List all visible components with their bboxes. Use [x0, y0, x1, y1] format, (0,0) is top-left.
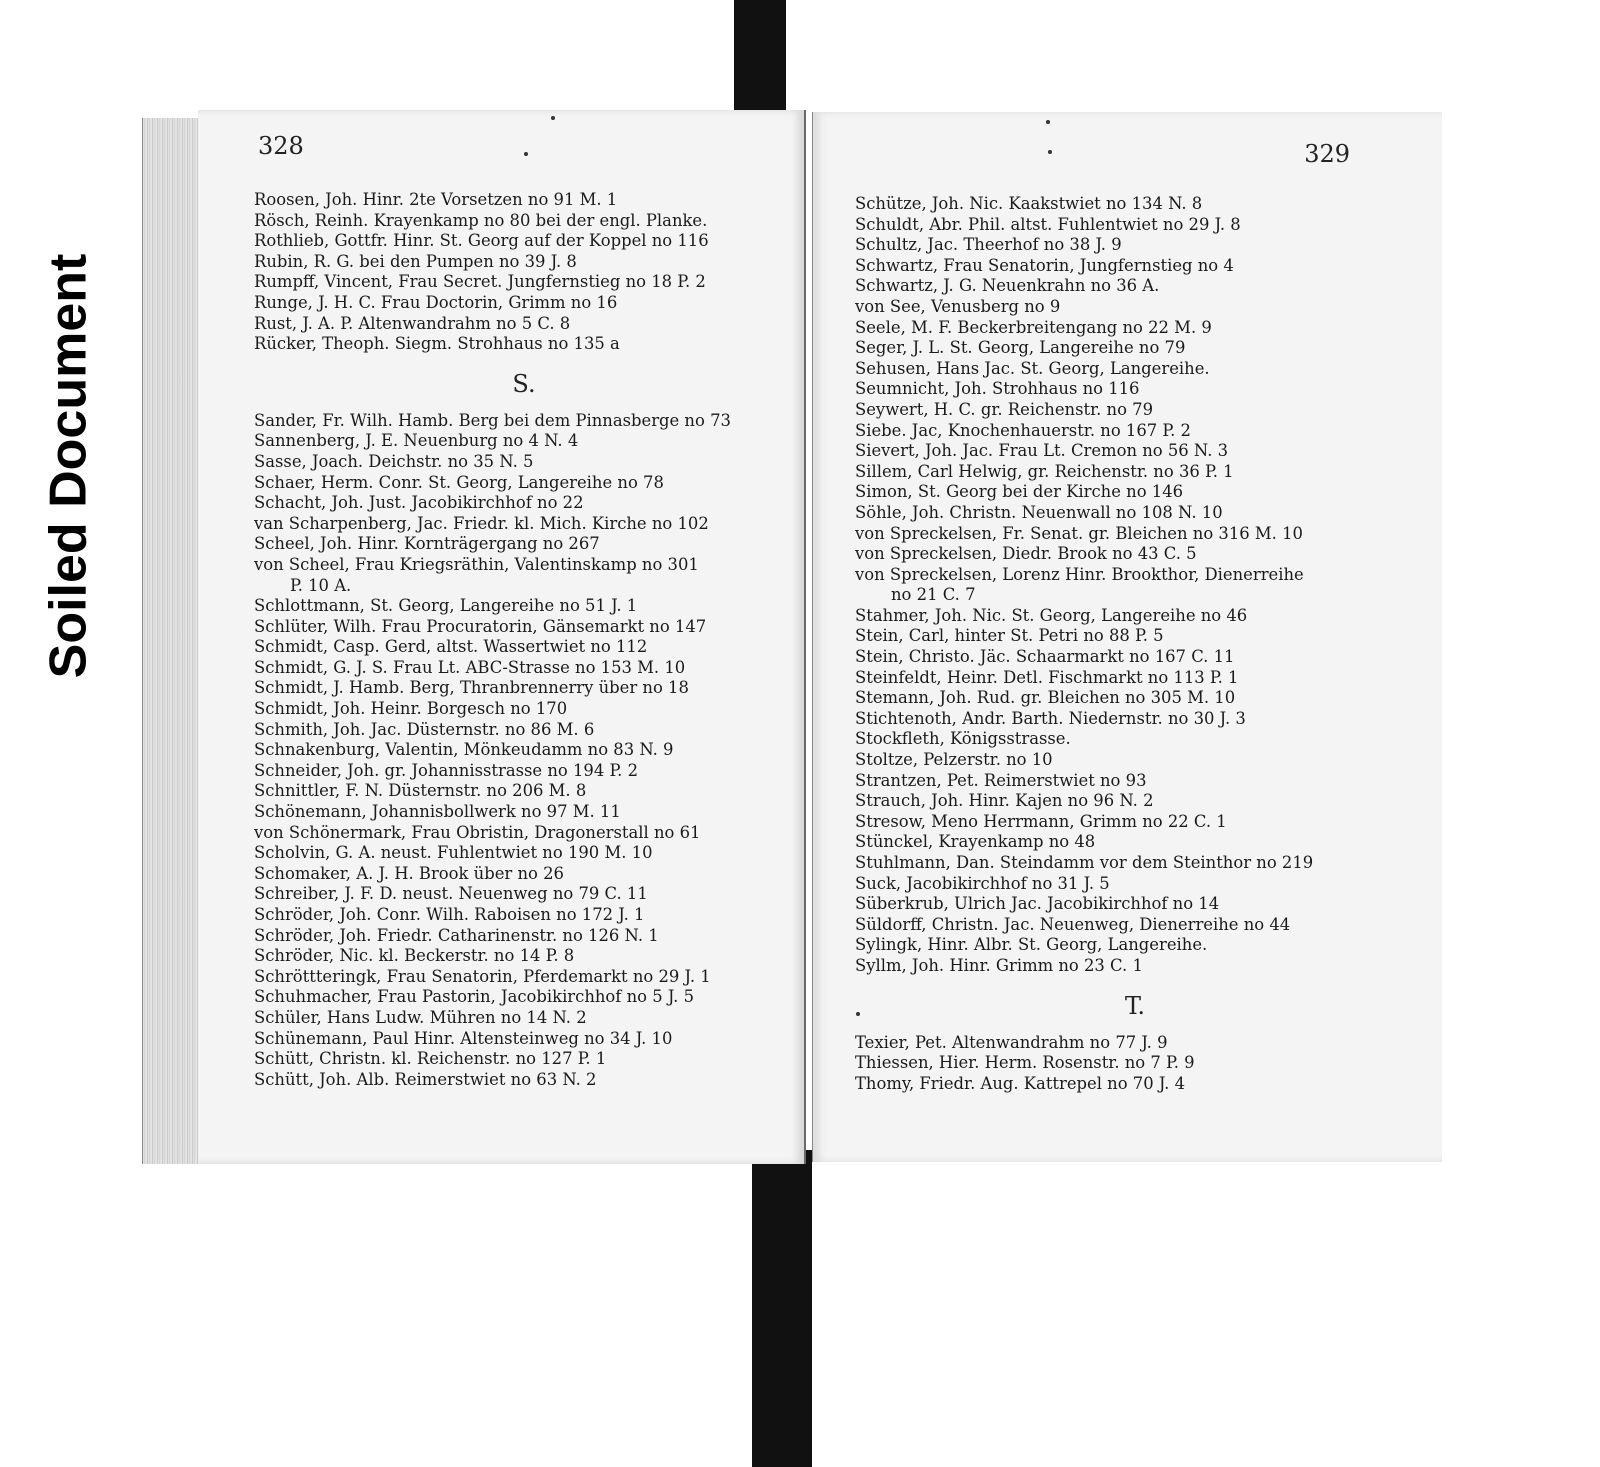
entry-text: Sannenberg, J. E. Neuenburg no 4 N. 4	[254, 431, 579, 451]
directory-entry	[855, 256, 1415, 277]
entry-text: Schwartz, Frau Senatorin, Jungfernstieg no 4	[855, 255, 1234, 275]
directory-entry	[254, 334, 794, 355]
entry-text: Strantzen, Pet. Reimerstwiet no 93	[855, 770, 1147, 790]
entry-text: Schönemann, Johannisbollwerk no 97 M. 11	[254, 802, 621, 822]
directory-entry	[855, 462, 1415, 483]
entry-text: Stockfleth, Königsstrasse.	[855, 729, 1071, 749]
entry-text: Syllm, Joh. Hinr. Grimm no 23 C. 1	[855, 955, 1143, 975]
directory-entry	[254, 884, 794, 905]
left-entries-r	[254, 190, 794, 355]
speck	[856, 1012, 860, 1016]
entry-text: Rumpff, Vincent, Frau Secret. Jungfernstieg no 18 P. 2	[254, 272, 706, 292]
directory-entry	[855, 626, 1415, 647]
entry-text: Schüler, Hans Ludw. Mühren no 14 N. 2	[254, 1007, 587, 1027]
binding-strip-top	[734, 0, 786, 118]
entry-text: Schmith, Joh. Jac. Düsternstr. no 86 M. 6	[254, 719, 595, 739]
directory-entry	[254, 231, 794, 252]
directory-entry	[855, 215, 1415, 236]
left-entries-s	[254, 411, 794, 1091]
entry-text: Steinfeldt, Heinr. Detl. Fischmarkt no 113 P. 1	[855, 667, 1239, 687]
entry-text: von See, Venusberg no 9	[855, 296, 1061, 316]
directory-entry	[254, 411, 794, 432]
entry-text: Sehusen, Hans Jac. St. Georg, Langereihe.	[855, 358, 1210, 378]
entry-text: Schomaker, A. J. H. Brook über no 26	[254, 863, 564, 883]
entry-text: Schneider, Joh. gr. Johannisstrasse no 194 P. 2	[254, 760, 639, 780]
directory-entry	[254, 637, 794, 658]
entry-text: Rubin, R. G. bei den Pumpen no 39 J. 8	[254, 251, 577, 271]
entry-text: Stünckel, Krayenkamp no 48	[855, 832, 1096, 852]
directory-entry	[855, 688, 1415, 709]
directory-entry	[855, 482, 1415, 503]
directory-entry	[855, 565, 1415, 606]
directory-entry	[254, 720, 794, 741]
entry-text: van Scharpenberg, Jac. Friedr. kl. Mich. Kirche no 102	[254, 513, 709, 533]
entry-text: Schlüter, Wilh. Frau Procuratorin, Gänsemarkt no 147	[254, 616, 707, 636]
entry-text: von Spreckelsen, Diedr. Brook no 43 C. 5	[855, 544, 1197, 564]
speck	[1046, 120, 1050, 124]
page-edges	[142, 118, 203, 1164]
entry-text: Schnittler, F. N. Düsternstr. no 206 M. 8	[254, 781, 587, 801]
directory-entry	[254, 905, 794, 926]
directory-entry	[855, 441, 1415, 462]
directory-entry	[855, 359, 1415, 380]
entry-text: Siebe. Jac, Knochenhauerstr. no 167 P. 2	[855, 420, 1191, 440]
directory-entry	[254, 823, 794, 844]
directory-entry	[254, 678, 794, 699]
entry-text: Rücker, Theoph. Siegm. Strohhaus no 135 a	[254, 334, 620, 354]
entry-text: Suck, Jacobikirchhof no 31 J. 5	[855, 873, 1110, 893]
right-entries-s	[855, 194, 1415, 977]
entry-text: von Schönermark, Frau Obristin, Dragonerstall no 61	[254, 822, 701, 842]
entry-text: Schuldt, Abr. Phil. altst. Fuhlentwiet no 29 J. 8	[855, 214, 1241, 234]
directory-entry	[254, 534, 794, 555]
entry-text: Stein, Christo. Jäc. Schaarmarkt no 167 C. 11	[855, 647, 1235, 667]
entry-text: Schütt, Joh. Alb. Reimerstwiet no 63 N. 2	[254, 1069, 597, 1089]
directory-entry	[254, 1029, 794, 1050]
directory-entry	[855, 544, 1415, 565]
directory-entry	[254, 514, 794, 535]
directory-entry	[855, 338, 1415, 359]
entry-text: Schütt, Christn. kl. Reichenstr. no 127 P. 1	[254, 1049, 607, 1069]
right-page	[812, 112, 1442, 1162]
directory-entry	[254, 699, 794, 720]
entry-text: Scheel, Joh. Hinr. Kornträgergang no 267	[254, 534, 600, 554]
directory-entry	[254, 314, 794, 335]
directory-entry	[254, 1008, 794, 1029]
directory-entry	[254, 1049, 794, 1070]
entry-text: Seele, M. F. Beckerbreitengang no 22 M. 9	[855, 317, 1212, 337]
directory-entry	[254, 946, 794, 967]
entry-text: Sylingk, Hinr. Albr. St. Georg, Langereihe.	[855, 935, 1208, 955]
speck	[524, 152, 528, 156]
entry-text: Seumnicht, Joh. Strohhaus no 116	[855, 379, 1140, 399]
entry-text: Schmidt, Casp. Gerd, altst. Wassertwiet no 112	[254, 637, 648, 657]
directory-entry	[254, 843, 794, 864]
directory-entry	[855, 1033, 1415, 1054]
entry-text: Roosen, Joh. Hinr. 2te Vorsetzen no 91 M. 1	[254, 190, 618, 209]
left-entry-list	[254, 190, 794, 1090]
directory-entry	[855, 935, 1415, 956]
entry-text: Süberkrub, Ulrich Jac. Jacobikirchhof no 14	[855, 894, 1220, 914]
directory-entry	[254, 211, 794, 232]
entry-text: Schacht, Joh. Just. Jacobikirchhof no 22	[254, 493, 584, 513]
entry-text: Rust, J. A. P. Altenwandrahm no 5 C. 8	[254, 313, 571, 333]
entry-text: Schwartz, J. G. Neuenkrahn no 36 A.	[855, 276, 1160, 296]
directory-entry	[254, 452, 794, 473]
directory-entry	[855, 524, 1415, 545]
directory-entry	[855, 668, 1415, 689]
left-page	[198, 110, 806, 1164]
entry-text: Schünemann, Paul Hinr. Altensteinweg no 34 J. 10	[254, 1028, 673, 1048]
directory-entry	[254, 473, 794, 494]
section-letter-t: T.	[1124, 991, 1146, 1020]
entry-text: Schmidt, Joh. Heinr. Borgesch no 170	[254, 699, 568, 719]
directory-entry	[855, 318, 1415, 339]
entry-continuation: P. 10 A.	[290, 575, 352, 595]
directory-entry	[855, 647, 1415, 668]
directory-entry	[254, 252, 794, 273]
entry-text: Schütze, Joh. Nic. Kaakstwiet no 134 N. 8	[855, 194, 1203, 213]
directory-entry	[855, 421, 1415, 442]
entry-text: Stahmer, Joh. Nic. St. Georg, Langereihe no 46	[855, 605, 1248, 625]
directory-entry	[254, 596, 794, 617]
directory-entry	[855, 276, 1415, 297]
entry-text: von Spreckelsen, Fr. Senat. gr. Bleichen no 316 M. 10	[855, 523, 1303, 543]
directory-entry	[855, 606, 1415, 627]
entry-text: Süldorff, Christn. Jac. Neuenweg, Dienerreihe no 44	[855, 914, 1291, 934]
directory-entry	[254, 967, 794, 988]
entry-text: von Scheel, Frau Kriegsräthin, Valentinskamp no 301	[254, 554, 699, 574]
directory-entry	[254, 740, 794, 761]
entry-text: Stoltze, Pelzerstr. no 10	[855, 750, 1053, 770]
directory-entry	[855, 503, 1415, 524]
entry-text: Schröttteringk, Frau Senatorin, Pferdemarkt no 29 J. 1	[254, 966, 711, 986]
entry-text: Stuhlmann, Dan. Steindamm vor dem Steinthor no 219	[855, 853, 1314, 872]
right-entries-t	[855, 1033, 1415, 1095]
entry-text: Schnakenburg, Valentin, Mönkeudamm no 83 N. 9	[254, 740, 674, 760]
directory-entry	[855, 894, 1415, 915]
directory-entry	[254, 761, 794, 782]
entry-text: Simon, St. Georg bei der Kirche no 146	[855, 482, 1184, 502]
entry-text: Rösch, Reinh. Krayenkamp no 80 bei der engl. Planke.	[254, 210, 708, 230]
directory-entry	[254, 493, 794, 514]
directory-entry	[855, 729, 1415, 750]
directory-entry	[855, 400, 1415, 421]
entry-text: Seywert, H. C. gr. Reichenstr. no 79	[855, 399, 1154, 419]
entry-text: Sander, Fr. Wilh. Hamb. Berg bei dem Pinnasberge no 73	[254, 410, 731, 430]
directory-entry	[855, 832, 1415, 853]
entry-text: Thomy, Friedr. Aug. Kattrepel no 70 J. 4	[855, 1073, 1186, 1093]
entry-text: Sievert, Joh. Jac. Frau Lt. Cremon no 56 N. 3	[855, 441, 1229, 461]
entry-text: Schuhmacher, Frau Pastorin, Jacobikirchhof no 5 J. 5	[254, 987, 695, 1007]
directory-entry	[254, 987, 794, 1008]
entry-text: Schmidt, G. J. S. Frau Lt. ABC-Strasse no 153 M. 10	[254, 657, 686, 677]
directory-entry	[855, 709, 1415, 730]
section-letter-s: S.	[512, 369, 536, 398]
entry-text: Stemann, Joh. Rud. gr. Bleichen no 305 M. 10	[855, 688, 1236, 708]
entry-text: von Spreckelsen, Lorenz Hinr. Brookthor, Dienerreihe	[855, 564, 1304, 584]
side-label-text: Soiled Document	[39, 253, 97, 679]
entry-text: Schaer, Herm. Conr. St. Georg, Langereihe no 78	[254, 472, 664, 492]
directory-entry	[855, 235, 1415, 256]
entry-text: Söhle, Joh. Christn. Neuenwall no 108 N. 10	[855, 502, 1223, 522]
directory-entry	[254, 431, 794, 452]
entry-text: Rothlieb, Gottfr. Hinr. St. Georg auf der Koppel no 116	[254, 231, 709, 251]
directory-entry	[254, 190, 794, 211]
entry-text: Texier, Pet. Altenwandrahm no 77 J. 9	[855, 1032, 1168, 1052]
entry-text: Schröder, Joh. Conr. Wilh. Raboisen no 172 J. 1	[254, 905, 645, 924]
entry-text: Stresow, Meno Herrmann, Grimm no 22 C. 1	[855, 811, 1227, 831]
directory-entry	[855, 750, 1415, 771]
entry-text: Schmidt, J. Hamb. Berg, Thranbrennerry über no 18	[254, 678, 689, 698]
directory-entry	[855, 791, 1415, 812]
directory-entry	[254, 781, 794, 802]
directory-entry	[855, 915, 1415, 936]
page-number-left: 328	[258, 132, 304, 160]
entry-text: Sasse, Joach. Deichstr. no 35 N. 5	[254, 451, 534, 471]
entry-text: Strauch, Joh. Hinr. Kajen no 96 N. 2	[855, 791, 1154, 811]
speck	[551, 116, 555, 120]
entry-text: Seger, J. L. St. Georg, Langereihe no 79	[855, 338, 1186, 358]
directory-entry	[855, 379, 1415, 400]
directory-entry	[855, 771, 1415, 792]
entry-text: Stichtenoth, Andr. Barth. Niedernstr. no 30 J. 3	[855, 708, 1246, 728]
directory-entry	[254, 864, 794, 885]
entry-text: Stein, Carl, hinter St. Petri no 88 P. 5	[855, 626, 1164, 646]
entry-text: Schlottmann, St. Georg, Langereihe no 51 J. 1	[254, 596, 638, 616]
directory-entry	[254, 1070, 794, 1091]
entry-text: Sillem, Carl Helwig, gr. Reichenstr. no 36 P. 1	[855, 461, 1234, 481]
directory-entry	[254, 555, 794, 596]
entry-text: Schultz, Jac. Theerhof no 38 J. 9	[855, 235, 1122, 255]
directory-entry	[855, 1074, 1415, 1095]
directory-entry	[855, 874, 1415, 895]
right-entry-list	[855, 194, 1415, 1094]
directory-entry	[855, 956, 1415, 977]
directory-entry	[254, 802, 794, 823]
directory-entry	[254, 617, 794, 638]
binding-strip-bottom	[752, 1150, 812, 1467]
directory-entry	[855, 297, 1415, 318]
directory-entry	[254, 272, 794, 293]
directory-entry	[254, 658, 794, 679]
entry-text: Scholvin, G. A. neust. Fuhlentwiet no 190 M. 10	[254, 843, 653, 863]
soiled-document-label	[39, 212, 97, 720]
entry-text: Runge, J. H. C. Frau Doctorin, Grimm no 16	[254, 292, 618, 312]
directory-entry	[855, 194, 1415, 215]
directory-entry	[254, 293, 794, 314]
directory-entry	[254, 926, 794, 947]
entry-continuation: no 21 C. 7	[891, 585, 976, 605]
entry-text: Thiessen, Hier. Herm. Rosenstr. no 7 P. 9	[855, 1053, 1195, 1073]
speck	[1048, 150, 1052, 154]
entry-text: Schreiber, J. F. D. neust. Neuenweg no 79 C. 11	[254, 884, 648, 904]
directory-entry	[855, 1053, 1415, 1074]
entry-text: Schröder, Nic. kl. Beckerstr. no 14 P. 8	[254, 946, 575, 966]
page-number-right: 329	[1304, 140, 1350, 168]
directory-entry	[855, 853, 1415, 874]
directory-entry	[855, 812, 1415, 833]
entry-text: Schröder, Joh. Friedr. Catharinenstr. no 126 N. 1	[254, 925, 659, 945]
